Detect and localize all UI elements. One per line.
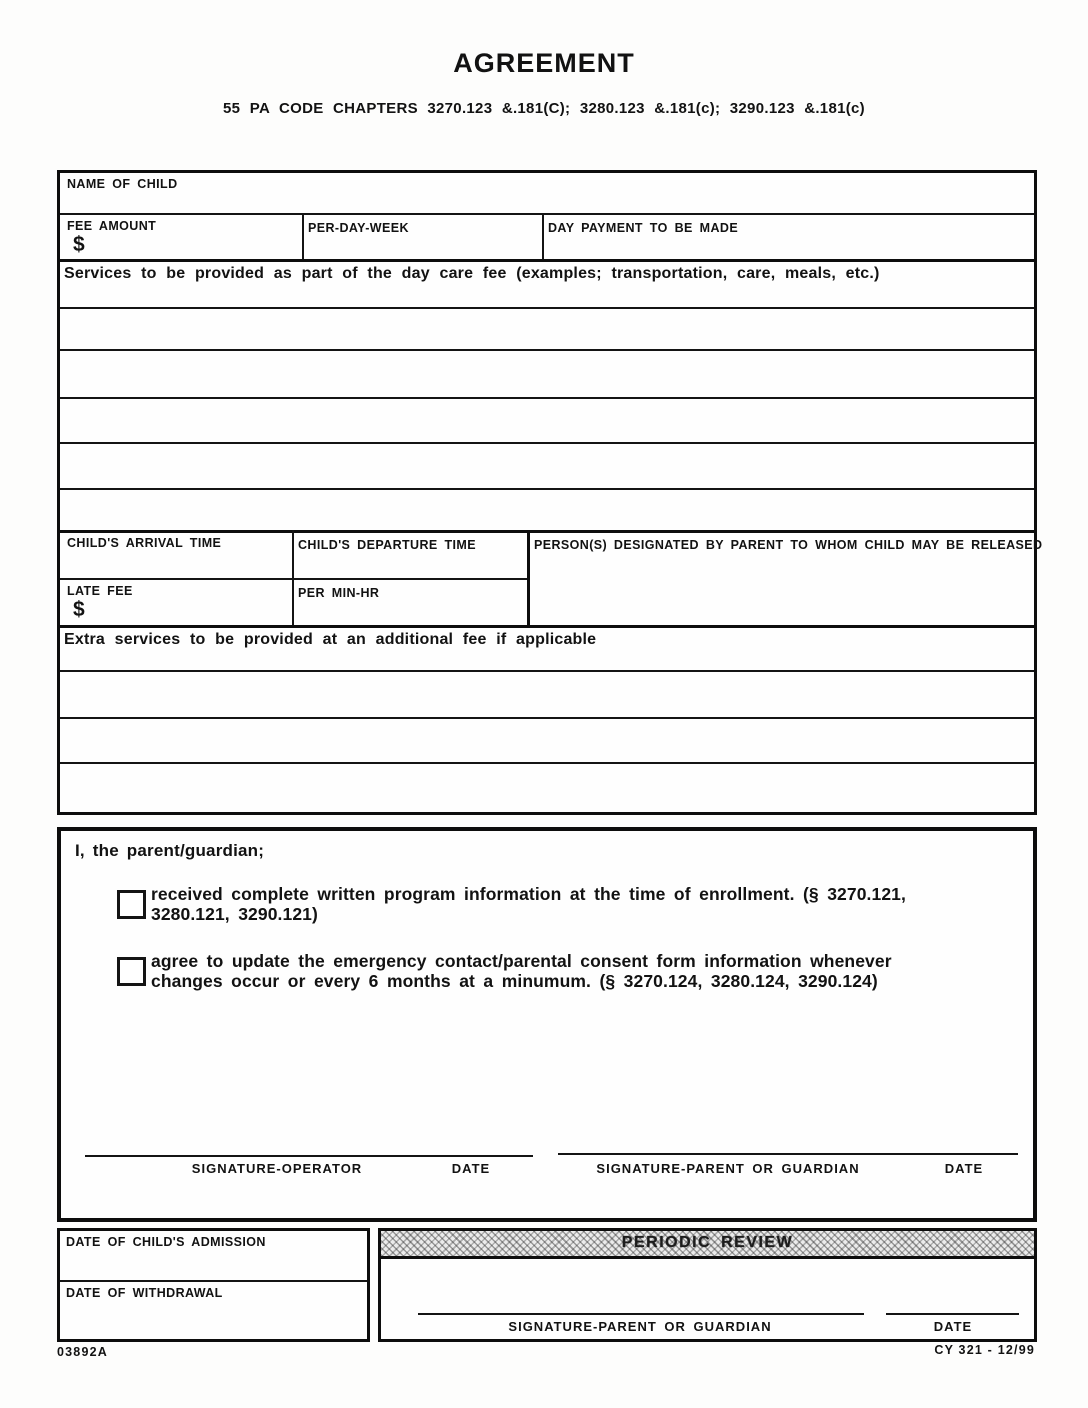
parent-guardian-agreement-section <box>57 827 1037 1222</box>
extra-services-fill-line-3[interactable] <box>60 719 1034 760</box>
parent-date-label: DATE <box>944 1161 984 1176</box>
released-persons-label: PERSON(S) DESIGNATED BY PARENT TO WHOM CHILD MAY BE RELEASED <box>534 538 1043 552</box>
review-date-line[interactable] <box>886 1313 1019 1315</box>
checkbox-emergency-contact-update-label: agree to update the emergency contact/parental consent form information whenever changes occur or every 6 months at a minumum. (§ 3270.124, 3280.124, 3290.124) <box>151 951 892 991</box>
agreement-intro: I, the parent/guardian; <box>75 841 265 860</box>
extra-services-fill-line-1[interactable] <box>60 651 1034 668</box>
column-divider <box>542 213 544 259</box>
extra-services-fill-line-4[interactable] <box>60 764 1034 810</box>
day-payment-field[interactable] <box>548 235 1018 257</box>
extra-services-fill-line-2[interactable] <box>60 672 1034 715</box>
periodic-review-title: PERIODIC REVIEW <box>621 1234 794 1251</box>
periodic-review-section <box>378 1228 1037 1342</box>
checkbox-program-information-label: received complete written program information at the time of enrollment. (§ 3270.121, 3280.121, 3290.121) <box>151 884 906 924</box>
services-fill-line-5[interactable] <box>60 444 1034 486</box>
per-day-week-label: PER-DAY-WEEK <box>308 221 409 235</box>
form-code-left: 03892A <box>57 1345 108 1359</box>
section-divider <box>60 259 1034 262</box>
row-divider <box>60 1280 367 1282</box>
services-fill-line-4[interactable] <box>60 399 1034 440</box>
page-title: AGREEMENT <box>453 48 635 78</box>
row-divider <box>60 213 1034 215</box>
per-day-week-field[interactable] <box>308 235 533 257</box>
per-min-hr-field[interactable] <box>298 601 518 621</box>
fee-amount-label: FEE AMOUNT <box>67 219 157 233</box>
column-divider <box>527 530 530 625</box>
withdrawal-date-label: DATE OF WITHDRAWAL <box>66 1286 223 1300</box>
withdrawal-date-field[interactable] <box>66 1302 356 1332</box>
column-divider <box>302 213 304 259</box>
review-date-label: DATE <box>933 1319 973 1334</box>
services-fill-line-6[interactable] <box>60 490 1034 528</box>
arrival-time-label: CHILD'S ARRIVAL TIME <box>67 536 222 550</box>
operator-date-label: DATE <box>451 1161 491 1176</box>
parent-signature-label: SIGNATURE-PARENT OR GUARDIAN <box>596 1161 860 1176</box>
services-fill-line-2[interactable] <box>60 309 1034 347</box>
services-fill-line-1[interactable] <box>60 285 1034 305</box>
day-payment-label: DAY PAYMENT TO BE MADE <box>548 221 739 235</box>
section-divider <box>60 530 1034 533</box>
name-of-child-field[interactable] <box>180 175 1030 211</box>
review-parent-signature-line[interactable] <box>418 1313 864 1315</box>
released-persons-field[interactable] <box>534 555 1029 621</box>
fee-details-section <box>57 170 1043 815</box>
column-divider <box>292 530 294 625</box>
admission-date-field[interactable] <box>66 1251 356 1277</box>
late-fee-dollar-sign: $ <box>73 598 85 621</box>
departure-time-label: CHILD'S DEPARTURE TIME <box>298 538 476 552</box>
services-label: Services to be provided as part of the day care fee (examples; transportation, care, meals, etc.) <box>64 265 880 282</box>
section-divider <box>60 625 1034 628</box>
form-code-right: CY 321 - 12/99 <box>934 1343 1035 1357</box>
services-fill-line-3[interactable] <box>60 351 1034 395</box>
code-chapters-subtitle: 55 PA CODE CHAPTERS 3270.123 &.181(C); 3280.123 &.181(c); 3290.123 &.181(c) <box>223 100 865 117</box>
operator-signature-label: SIGNATURE-OPERATOR <box>191 1161 363 1176</box>
admission-withdrawal-section <box>57 1228 370 1342</box>
operator-signature-line[interactable] <box>85 1155 533 1157</box>
extra-services-label: Extra services to be provided at an additional fee if applicable <box>64 631 597 648</box>
late-fee-field[interactable] <box>94 597 284 621</box>
periodic-review-header-bar <box>381 1231 1034 1259</box>
parent-signature-line[interactable] <box>558 1153 1018 1155</box>
name-of-child-label: NAME OF CHILD <box>67 177 178 191</box>
per-min-hr-label: PER MIN-HR <box>298 586 380 600</box>
departure-time-field[interactable] <box>298 553 518 575</box>
checkbox-program-information[interactable] <box>117 890 146 919</box>
fee-amount-dollar-sign: $ <box>73 233 85 256</box>
arrival-time-field[interactable] <box>67 551 282 575</box>
late-fee-label: LATE FEE <box>67 584 133 598</box>
fee-amount-field[interactable] <box>94 231 294 257</box>
checkbox-emergency-contact-update[interactable] <box>117 957 146 986</box>
admission-date-label: DATE OF CHILD'S ADMISSION <box>66 1235 266 1249</box>
review-parent-signature-label: SIGNATURE-PARENT OR GUARDIAN <box>508 1319 772 1334</box>
